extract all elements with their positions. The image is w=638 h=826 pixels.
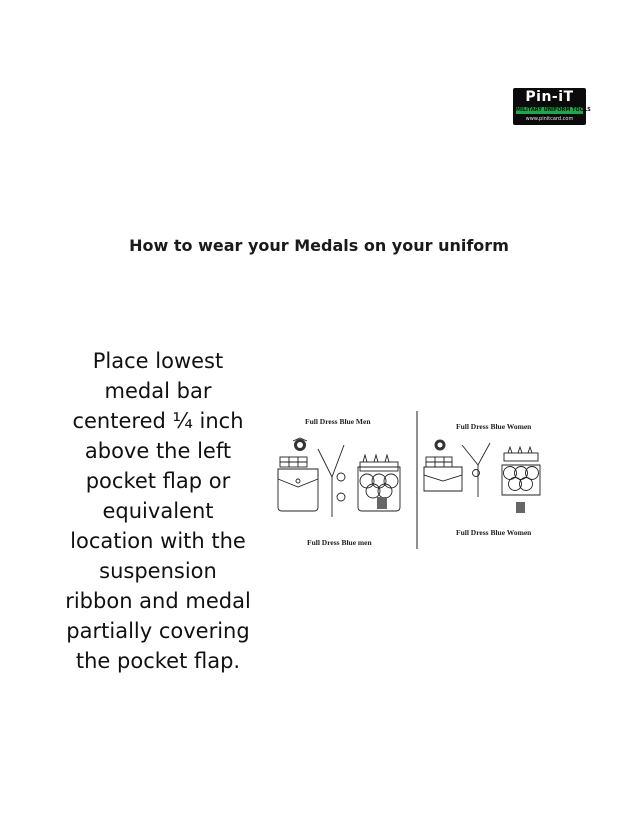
women-caption-bottom: Full Dress Blue Women: [456, 528, 532, 537]
men-lapels: [318, 445, 344, 477]
women-ribbon-bar-2: [426, 462, 452, 467]
women-left-pocket: [424, 467, 462, 491]
men-badge-icon: [377, 497, 387, 509]
women-ribbon-bar-1: [426, 457, 452, 462]
men-left-pocket: [278, 469, 318, 511]
women-button-1: [473, 470, 480, 477]
men-medal-circles: [360, 474, 398, 498]
men-medal-icon: [293, 438, 307, 451]
men-button-2: [337, 493, 345, 501]
logo-title: Pin-iT: [525, 89, 574, 105]
men-medal-bar: [360, 462, 398, 471]
instructions-text: Place lowest medal bar centered ¼ inch above the left pocket flap or equivalent location with the suspension ribbon and medal partially covering the pocket flap.: [65, 349, 251, 673]
women-lapels: [462, 443, 490, 465]
page-title: How to wear your Medals on your uniform: [129, 236, 509, 255]
women-medal-icon: [435, 440, 446, 451]
men-ribbon-bar-2: [280, 462, 307, 467]
logo-url: www.pinitcard.com: [525, 116, 574, 122]
women-medal-circles: [504, 467, 539, 491]
logo-tagline: MILITARY UNIFORM TOOLS: [516, 107, 591, 113]
uniform-diagram: [270, 407, 545, 552]
pin-it-logo: [513, 88, 591, 125]
men-caption-bottom: Full Dress Blue men: [307, 538, 372, 547]
women-badge-icon: [516, 502, 525, 513]
women-medal-bar: [504, 447, 538, 461]
men-caption-top: Full Dress Blue Men: [305, 417, 371, 426]
men-button-1: [337, 473, 345, 481]
men-ribbon-bar-1: [280, 457, 307, 462]
women-caption-top: Full Dress Blue Women: [456, 422, 532, 431]
